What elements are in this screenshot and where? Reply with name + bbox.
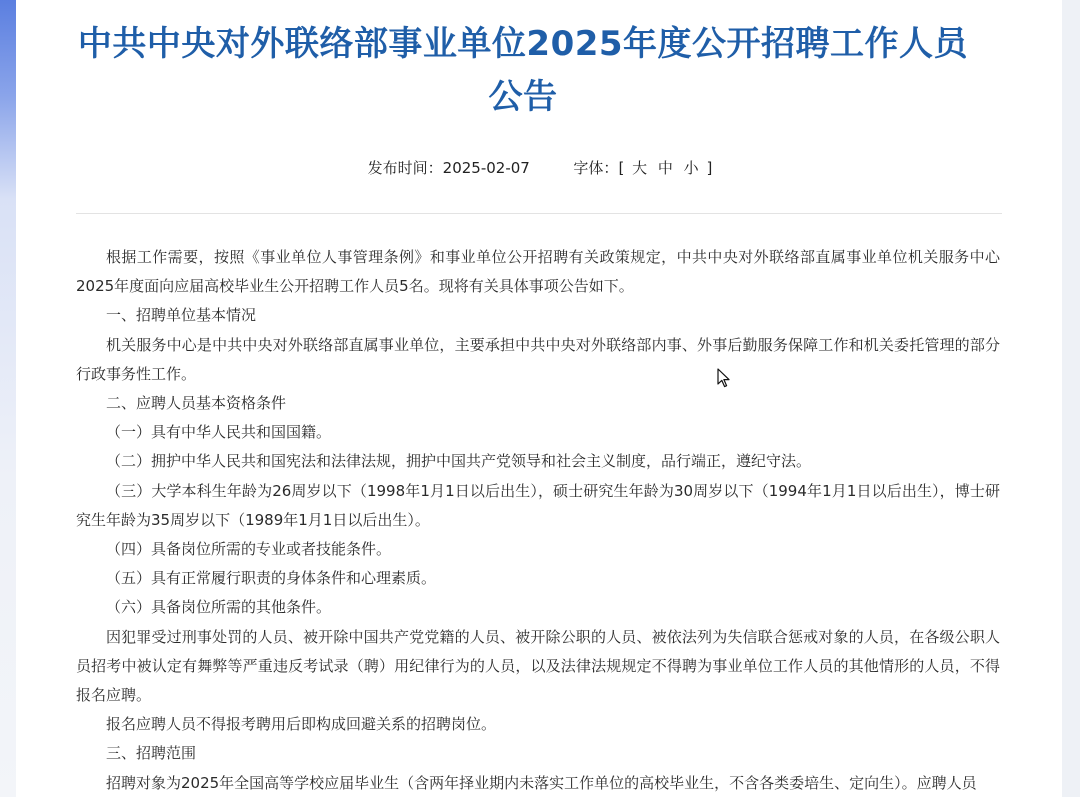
paragraph-scope: 招聘对象为2025年全国高等学校应届毕业生（含两年择业期内未落实工作单位的高校毕业生，不含各类委培生、定向生）。应聘人员 <box>106 773 977 792</box>
font-size-label: 字体： <box>573 159 619 177</box>
publish-label: 发布时间： <box>367 159 443 177</box>
paragraph-intro: 根据工作需要，按照《事业单位人事管理条例》和事业单位公开招聘有关政策规定，中共中央对外联络部直属事业单位机关服务中心2025年度面向应届高校毕业生公开招聘工作人员5名。现将有关具体事项公告如下。 <box>76 248 1000 296</box>
paragraph-unit-info: 机关服务中心是中共中央对外联络部直属事业单位，主要承担中共中央对外联络部内事、外事后勤服务保障工作和机关委托管理的部分行政事务性工作。 <box>76 335 1000 383</box>
bracket-close: ] <box>706 159 713 177</box>
paragraph-avoidance: 报名应聘人员不得报考聘用后即构成回避关系的招聘岗位。 <box>106 715 497 734</box>
right-background-strip <box>1062 0 1080 797</box>
bracket-open: [ <box>618 159 625 177</box>
left-background-strip <box>0 0 16 797</box>
requirement-item-1: （一）具有中华人民共和国国籍。 <box>106 423 332 442</box>
requirement-item-4: （四）具备岗位所需的专业或者技能条件。 <box>106 540 392 559</box>
article-title-line-1: 中共中央对外联络部事业单位2025年度公开招聘工作人员 <box>77 24 969 64</box>
paragraph-exclusions: 因犯罪受过刑事处罚的人员、被开除中国共产党党籍的人员、被开除公职的人员、被依法列为失信联合惩戒对象的人员，在各级公职人员招考中被认定有舞弊等严重违反考试录（聘）用纪律行为的人员，以及法律法规规定不得聘为事业单位工作人员的其他情形的人员，不得报名应聘。 <box>76 627 1000 705</box>
font-small-button[interactable]: 小 <box>683 159 699 177</box>
meta-divider <box>76 213 1002 214</box>
requirement-item-3: （三）大学本科生年龄为26周岁以下（1998年1月1日以后出生），硕士研究生年龄为30周岁以下（1994年1月1日以后出生），博士研究生年龄为35周岁以下（1989年1月1日以后出生）。 <box>76 481 1000 529</box>
mouse-pointer-icon <box>717 368 731 388</box>
article-body <box>76 243 1000 797</box>
font-medium-button[interactable]: 中 <box>657 159 673 177</box>
section-heading-1: 一、招聘单位基本情况 <box>106 306 257 325</box>
requirement-item-2: （二）拥护中华人民共和国宪法和法律法规，拥护中国共产党领导和社会主义制度，品行端正，遵纪守法。 <box>106 452 812 471</box>
article-title-line-2: 公告 <box>488 77 558 117</box>
section-heading-2: 二、应聘人员基本资格条件 <box>106 394 287 413</box>
requirement-item-5: （五）具有正常履行职责的身体条件和心理素质。 <box>106 569 437 588</box>
font-large-button[interactable]: 大 <box>632 159 648 177</box>
article-meta <box>0 157 1080 178</box>
requirement-item-6: （六）具备岗位所需的其他条件。 <box>106 598 332 617</box>
article-title <box>60 18 986 124</box>
publish-date: 2025-02-07 <box>442 159 530 177</box>
section-heading-3: 三、招聘范围 <box>106 744 197 763</box>
